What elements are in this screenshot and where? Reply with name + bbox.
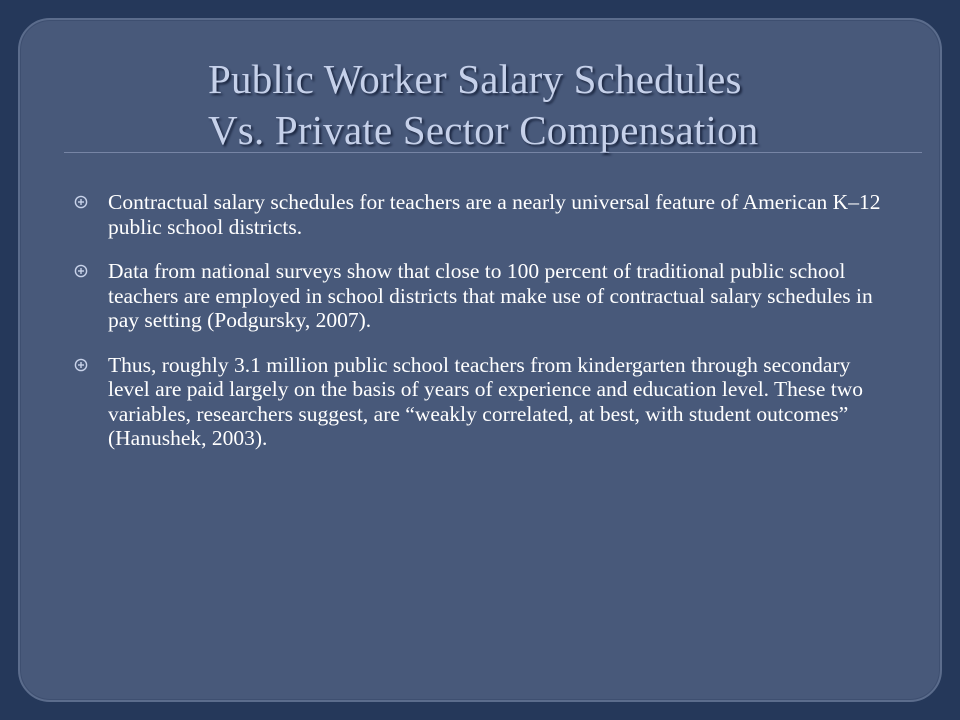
slide-title <box>208 54 928 156</box>
bullet-item-2 <box>74 259 894 333</box>
bullet-item-3 <box>74 353 894 451</box>
bullet-text: Contractual salary schedules for teachers are a nearly universal feature of American K–12 public school districts. <box>108 190 881 239</box>
bullet-list <box>74 190 894 471</box>
circled-plus-icon <box>74 264 88 278</box>
bullet-text: Data from national surveys show that close to 100 percent of traditional public school teachers are employed in school districts that make use of contractual salary schedules in pay setting (Podgursky, 2007). <box>108 259 873 332</box>
bullet-item-1 <box>74 190 894 239</box>
title-line-1: Public Worker Salary Schedules <box>208 56 742 102</box>
title-divider <box>64 152 922 153</box>
title-line-2: Vs. Private Sector Compensation <box>208 107 759 153</box>
slide-panel <box>18 18 942 702</box>
circled-plus-icon <box>74 358 88 372</box>
circled-plus-icon <box>74 195 88 209</box>
bullet-text: Thus, roughly 3.1 million public school teachers from kindergarten through secondary level are paid largely on the basis of years of experience and education level. These two variables, researchers suggest, are “weakly correlated, at best, with student outcomes” (Hanushek, 2003). <box>108 352 863 450</box>
